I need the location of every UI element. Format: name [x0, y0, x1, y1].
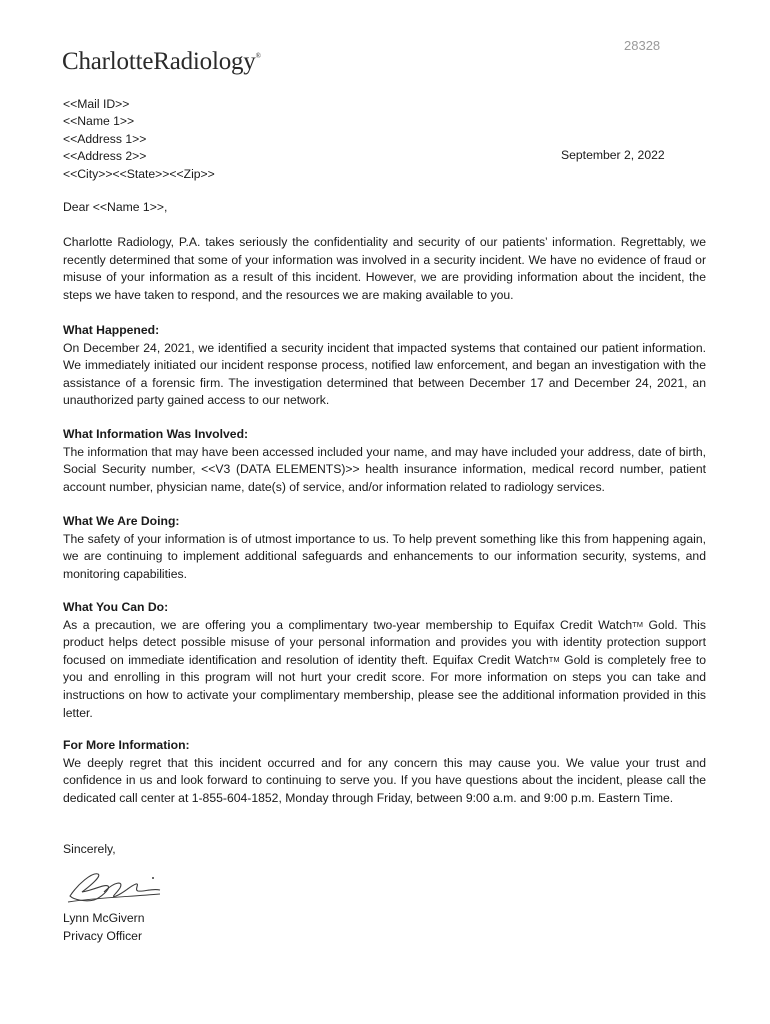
section-text: We deeply regret that this incident occurred and for any concern this may cause you. We value your trust and confidence in us and look forward to continuing to serve you. If you have questions about the incident, please call the dedicated call center at 1-855-604-1852, Monday through Friday, between 9:00 a.m. and 9:00 p.m. Eastern Time. — [63, 755, 706, 805]
section-text: The information that may have been accessed included your name, and may have included your address, date of birth, Social Security number, <<V3 (DATA ELEMENTS)>> health insurance information, medical record number, patient account number, physician name, date(s) of service, and/or information related to radiology services. — [63, 444, 706, 494]
section-text: The safety of your information is of utmost importance to us. To help prevent something like this from happening again, we are continuing to implement additional safeguards and enhancements to our information security, systems, and monitoring capabilities. — [63, 531, 706, 581]
intro-paragraph — [63, 234, 706, 304]
section-heading: What We Are Doing: — [63, 514, 180, 528]
signer-name: Lynn McGivern — [63, 911, 145, 925]
company-logo — [62, 48, 261, 76]
recipient-address — [63, 96, 215, 183]
registered-mark: ® — [255, 52, 261, 60]
signature-image — [64, 864, 164, 906]
section-what-you-can-do — [63, 599, 706, 722]
address-line-mail-id: <<Mail ID>> — [63, 97, 130, 111]
section-what-happened — [63, 322, 706, 410]
section-heading: What You Can Do: — [63, 600, 169, 614]
document-number: 28328 — [624, 38, 661, 53]
letter-date: September 2, 2022 — [561, 148, 665, 162]
signer-block — [63, 909, 145, 945]
section-information-involved — [63, 426, 706, 496]
section-for-more-information — [63, 737, 706, 807]
address-line-name: <<Name 1>> — [63, 114, 135, 129]
address-line-2: <<Address 2>> — [63, 149, 147, 164]
address-line-city-state-zip: <<City>><<State>><<Zip>> — [63, 166, 215, 181]
closing: Sincerely, — [63, 842, 116, 856]
text-part: Gold is completely free to you and enrolling in this program will not hurt your credit score. For more information on steps you can take and instructions on how to activate your complimentary membership, please see the additional information provided in this letter. — [63, 652, 706, 720]
intro-text: Charlotte Radiology, P.A. takes seriously the confidentiality and security of our patients’ information. Regrettably, we recently determined that some of your information was involved in a security incident. We have no evidence of fraud or misuse of your information as a result of this incident. However, we are providing information about the incident, the steps we have taken to respond, and the resources we are making available to you. — [63, 235, 706, 302]
section-text — [63, 617, 706, 723]
section-heading: For More Information: — [63, 738, 190, 752]
text-part: As a precaution, we are offering you a complimentary two-year membership to Equifax Credit Watch — [63, 617, 633, 632]
section-what-we-are-doing — [63, 513, 706, 583]
signer-title: Privacy Officer — [63, 929, 143, 943]
text-part: Gold. This product helps detect possible misuse of your personal information and provides you with identity protection support focused on immediate identification and resolution of identity theft. Equifax Credit Watch — [63, 617, 706, 667]
section-heading: What Information Was Involved: — [63, 427, 249, 441]
address-line-1: <<Address 1>> — [63, 131, 147, 146]
section-heading: What Happened: — [63, 323, 160, 337]
trademark-mark: TM — [548, 654, 560, 664]
section-text: On December 24, 2021, we identified a security incident that impacted systems that contained our patient information. We immediately initiated our incident response process, notified law enforcement, and began an investigation with the assistance of a forensic firm. The investigation determined that between December 17 and December 24, 2021, an unauthorized party gained access to our network. — [63, 340, 706, 408]
salutation: Dear <<Name 1>>, — [63, 200, 168, 214]
logo-text: CharlotteRadiology — [62, 48, 256, 75]
trademark-mark: TM — [632, 619, 643, 629]
